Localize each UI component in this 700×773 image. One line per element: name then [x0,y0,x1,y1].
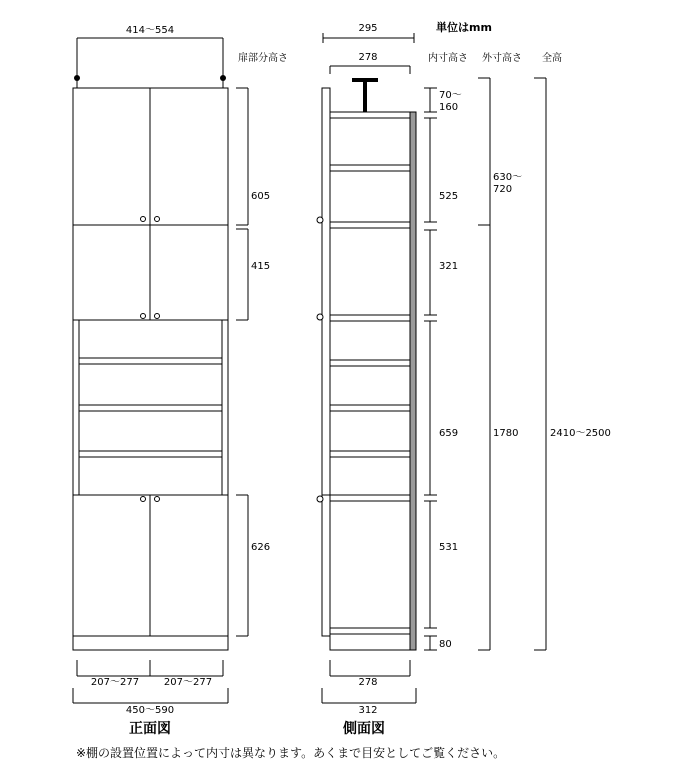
front-section-height-label: 605 [251,191,271,202]
label-line-continuation: 720 [493,184,513,195]
front-door-width-right-label: 207～277 [163,677,213,688]
side-inner-height-label: 80 [439,639,452,650]
side-total-height-dimension [534,78,611,650]
side-inner-height-label: 321 [439,261,459,272]
front-view-title: 正面図 [129,721,171,737]
front-top-adjuster-right [220,75,226,88]
front-section-height-label: 626 [251,542,271,553]
side-view-title: 側面図 [343,721,385,737]
side-inner-height-label [439,90,462,113]
front-lower-cabinet [73,495,228,636]
front-top-adjuster-left [74,75,80,88]
side-inner-height-label: 525 [439,191,459,202]
side-outer-height-label [493,172,522,195]
front-door-height-dimensions [236,88,270,636]
label-line-continuation: 160 [439,102,459,113]
side-inner-height-label: 531 [439,542,459,553]
total-height-header: 全高 [542,53,562,64]
side-outer-depth-top-label: 295 [358,23,378,34]
front-open-shelves [73,320,228,495]
unit-label: 単位はmm [436,21,492,34]
side-outer-depth-bottom-label: 312 [358,705,378,716]
front-view [73,25,270,737]
footnote: ※棚の設置位置によって内寸は異なります。あくまで目安としてご覧ください。 [76,746,506,760]
side-inner-height-dimensions [424,88,462,650]
side-inner-height-label: 659 [439,428,459,439]
side-inner-depth-top-dimension [330,52,410,74]
front-upper-cabinet [73,88,228,225]
side-tension-rod [352,78,378,112]
side-total-height-label: 2410～2500 [550,428,611,439]
outer-height-header: 外寸高さ [482,53,522,64]
side-inner-depth-bottom-label: 278 [358,677,378,688]
front-door-width-dimensions [77,660,223,688]
side-inner-height-line: 70～ [439,90,462,101]
inner-height-header: 内寸高さ [428,53,468,64]
side-inner-depth-top-label: 278 [358,52,378,63]
side-outer-height-label: 1780 [493,428,519,439]
side-outer-height-line: 630～ [493,172,523,183]
front-door-width-left-label: 207～277 [90,677,140,688]
header-labels [238,20,562,64]
front-total-width-label: 450～590 [125,705,175,716]
side-outer-height-dimensions [478,78,522,650]
door-height-header: 扉部分高さ [238,53,288,64]
front-top-width-dimension [77,25,223,78]
front-total-width-dimension [73,688,228,716]
front-middle-cabinet [73,225,228,320]
side-body [317,88,416,650]
side-inner-depth-bottom-dimension [330,660,410,688]
side-outer-depth-top-dimension [323,23,414,43]
front-top-width-label: 414～554 [125,25,175,36]
side-outer-depth-bottom-dimension [322,688,416,716]
front-section-height-label: 415 [251,261,271,272]
front-plinth [73,636,228,650]
side-view [317,23,611,737]
